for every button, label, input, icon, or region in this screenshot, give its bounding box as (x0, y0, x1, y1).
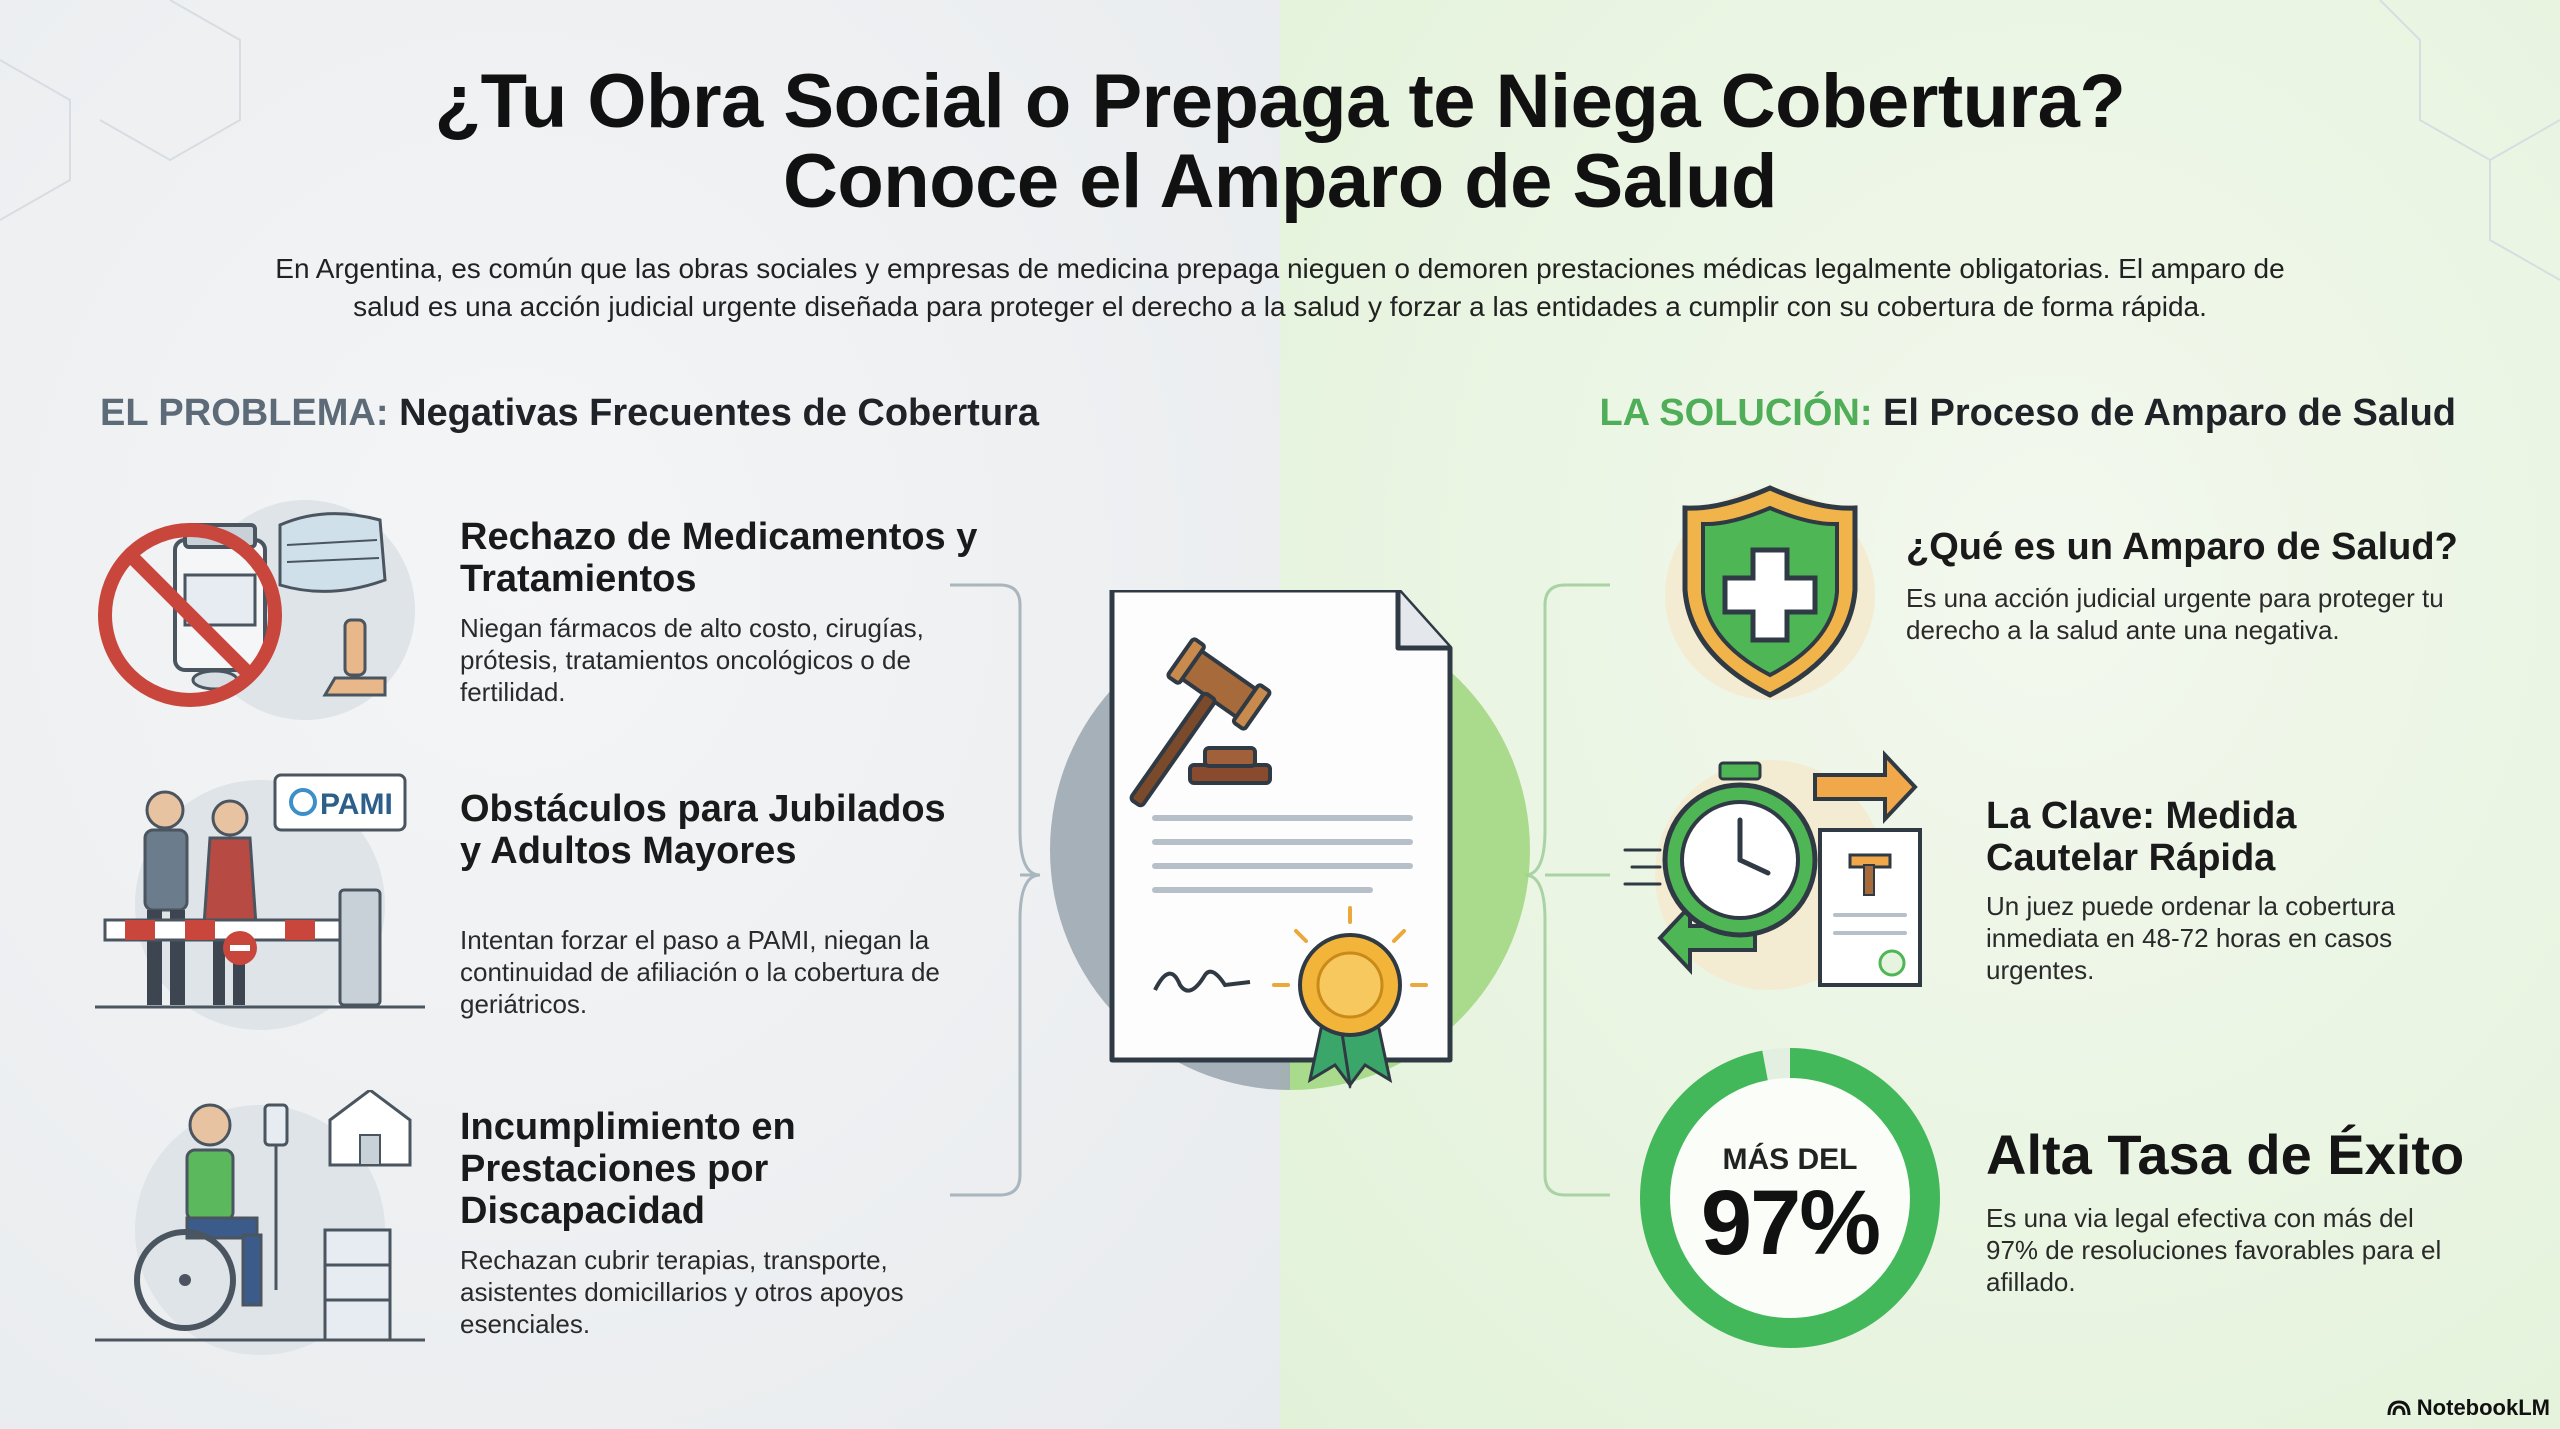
problem-item-3-desc: Rechazan cubrir terapias, transporte, asistentes domicillarios y otros apoyos esenciales. (460, 1245, 904, 1339)
solution-item-2-title: La Clave: Medida Cautelar Rápida (1986, 795, 2297, 879)
solution-item-3-desc: Es una via legal efectiva con más del 97% de resoluciones favorables para el afillado. (1986, 1203, 2442, 1297)
title-line-1: ¿Tu Obra Social o Prepaga te Niega Cobertura? (434, 59, 2126, 144)
brand-name: NotebookLM (2416, 1395, 2550, 1420)
solution-item-1-title: ¿Qué es un Amparo de Salud? (1906, 526, 2458, 568)
solution-item-1-desc: Es una acción judicial urgente para proteger tu derecho a la salud ante una negativa. (1906, 583, 2444, 645)
elderly-barrier-icon (95, 770, 425, 1040)
stat-label: MÁS DEL (1722, 1143, 1858, 1176)
legal-document-gavel-icon (1040, 590, 1540, 1110)
solution-heading-text: El Proceso de Amparo de Salud (1883, 392, 2456, 434)
solution-item-3-title: Alta Tasa de Éxito (1986, 1123, 2465, 1186)
stat-value: 97% (1700, 1172, 1880, 1274)
problem-heading-text: Negativas Frecuentes de Cobertura (399, 392, 1039, 434)
brand-logo (2387, 1395, 2550, 1421)
stopwatch-icon (1620, 745, 1950, 1005)
problem-tag: EL PROBLEMA: (100, 392, 389, 434)
pami-sign-text: PAMI (320, 788, 393, 821)
problem-item-3-title: Incumplimiento en Prestaciones por Discapacidad (460, 1106, 796, 1232)
intro-paragraph: En Argentina, es común que las obras sociales y empresas de medicina prepaga nieguen o demoren prestaciones médicas legalmente obligatorias. El amparo de salud es una acción judicial urgente diseñada para proteger el derecho a la salud y forzar a las entidades a cumplir con su cobertura de forma rápida. (275, 253, 2285, 322)
solution-item-2-desc: Un juez puede ordenar la cobertura inmediata en 48-72 horas en casos urgentes. (1986, 891, 2396, 985)
problem-item-2-title: Obstáculos para Jubilados y Adultos Mayores (460, 788, 946, 872)
title-line-2: Conoce el Amparo de Salud (783, 139, 1777, 224)
success-ring-icon (1635, 1043, 1945, 1353)
no-medication-icon (95, 490, 435, 730)
health-shield-icon (1655, 480, 1885, 705)
problem-item-1-desc: Niegan fármacos de alto costo, cirugías, prótesis, tratamientos oncológicos o de fertilidad. (460, 613, 924, 707)
problem-item-2-desc: Intentan forzar el paso a PAMI, niegan la continuidad de afiliación o la cobertura de geriátricos. (460, 925, 940, 1019)
wheelchair-icon (95, 1090, 425, 1360)
solution-tag: LA SOLUCIÓN: (1599, 392, 1873, 434)
notebooklm-icon (2387, 1399, 2411, 1417)
problem-item-1-title: Rechazo de Medicamentos y Tratamientos (460, 516, 978, 600)
